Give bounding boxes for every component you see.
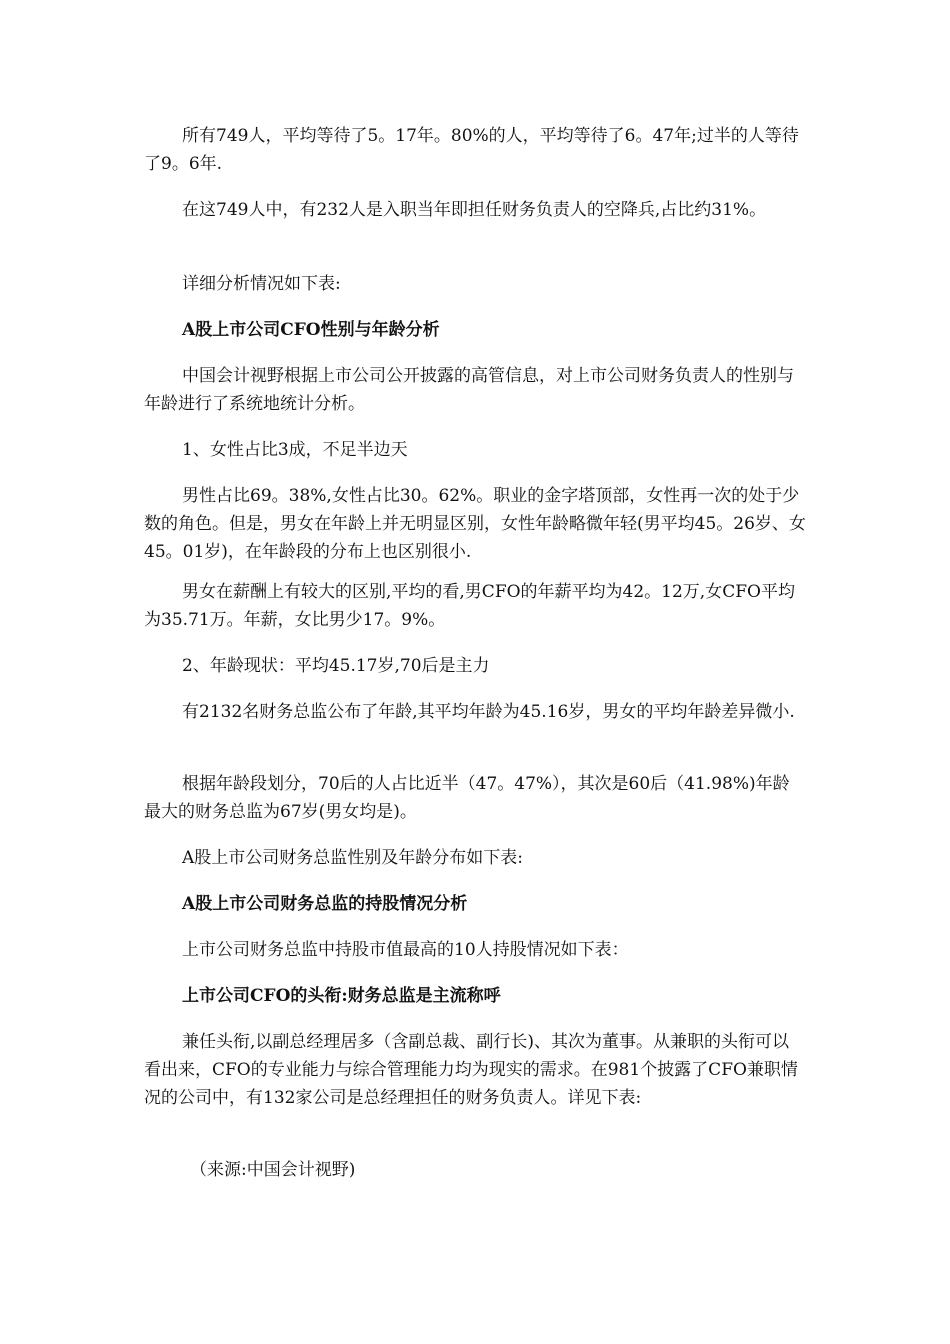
paragraph-gender-ratio: 男性占比69。38%,女性占比30。62%。职业的金字塔顶部，女性再一次的处于少数的角色。但是，男女在年龄上并无明显区别，女性年龄略微年轻(男平均45。26岁、女45。01岁)，在年龄段的分布上也区别很小.: [144, 486, 806, 562]
paragraph-average-age: 有2132名财务总监公布了年龄,其平均年龄为45.16岁，男女的平均年龄差异微小.: [182, 702, 795, 722]
heading-gender-age: A股上市公司CFO性别与年龄分析: [182, 320, 440, 340]
paragraph-salary-difference: 男女在薪酬上有较大的区别,平均的看,男CFO的年薪平均为42。12万,女CFO平均为35.71万。年薪，女比男少17。9%。: [144, 582, 795, 630]
source-note: （来源:中国会计视野): [190, 1160, 356, 1180]
heading-cfo-title: 上市公司CFO的头衔:财务总监是主流称呼: [182, 986, 501, 1006]
paragraph-airborne-ratio: 在这749人中，有232人是入职当年即担任财务负责人的空降兵,占比约31%。: [182, 200, 767, 220]
paragraph-detail-intro: 详细分析情况如下表:: [182, 274, 341, 294]
subheading-age-status: 2、年龄现状：平均45.17岁,70后是主力: [182, 656, 490, 676]
paragraph-table-note-gender-age: A股上市公司财务总监性别及年龄分布如下表:: [182, 848, 524, 868]
paragraph-concurrent-titles: 兼任头衔,以副总经理居多（含副总裁、副行长)、其次为董事。从兼职的头衔可以看出来，CFO的专业能力与综合管理能力均为现实的需求。在981个披露了CFO兼职情况的公司中，有132家公司是总经理担任的财务负责人。详见下表:: [144, 1032, 798, 1108]
paragraph-statistics-intro: 中国会计视野根据上市公司公开披露的高管信息，对上市公司财务负责人的性别与年龄进行了系统地统计分析。: [144, 366, 794, 414]
paragraph-waiting-years: 所有749人，平均等待了5。17年。80%的人，平均等待了6。47年;过半的人等待了9。6年.: [144, 126, 799, 174]
paragraph-top10-shareholding: 上市公司财务总监中持股市值最高的10人持股情况如下表：: [182, 940, 629, 960]
paragraph-age-groups: 根据年龄段划分，70后的人占比近半（47。47%），其次是60后（41.98%)年龄最大的财务总监为67岁(男女均是)。: [144, 774, 790, 822]
heading-shareholding: A股上市公司财务总监的持股情况分析: [182, 894, 468, 914]
subheading-female-ratio: 1、女性占比3成，不足半边天: [182, 440, 408, 460]
